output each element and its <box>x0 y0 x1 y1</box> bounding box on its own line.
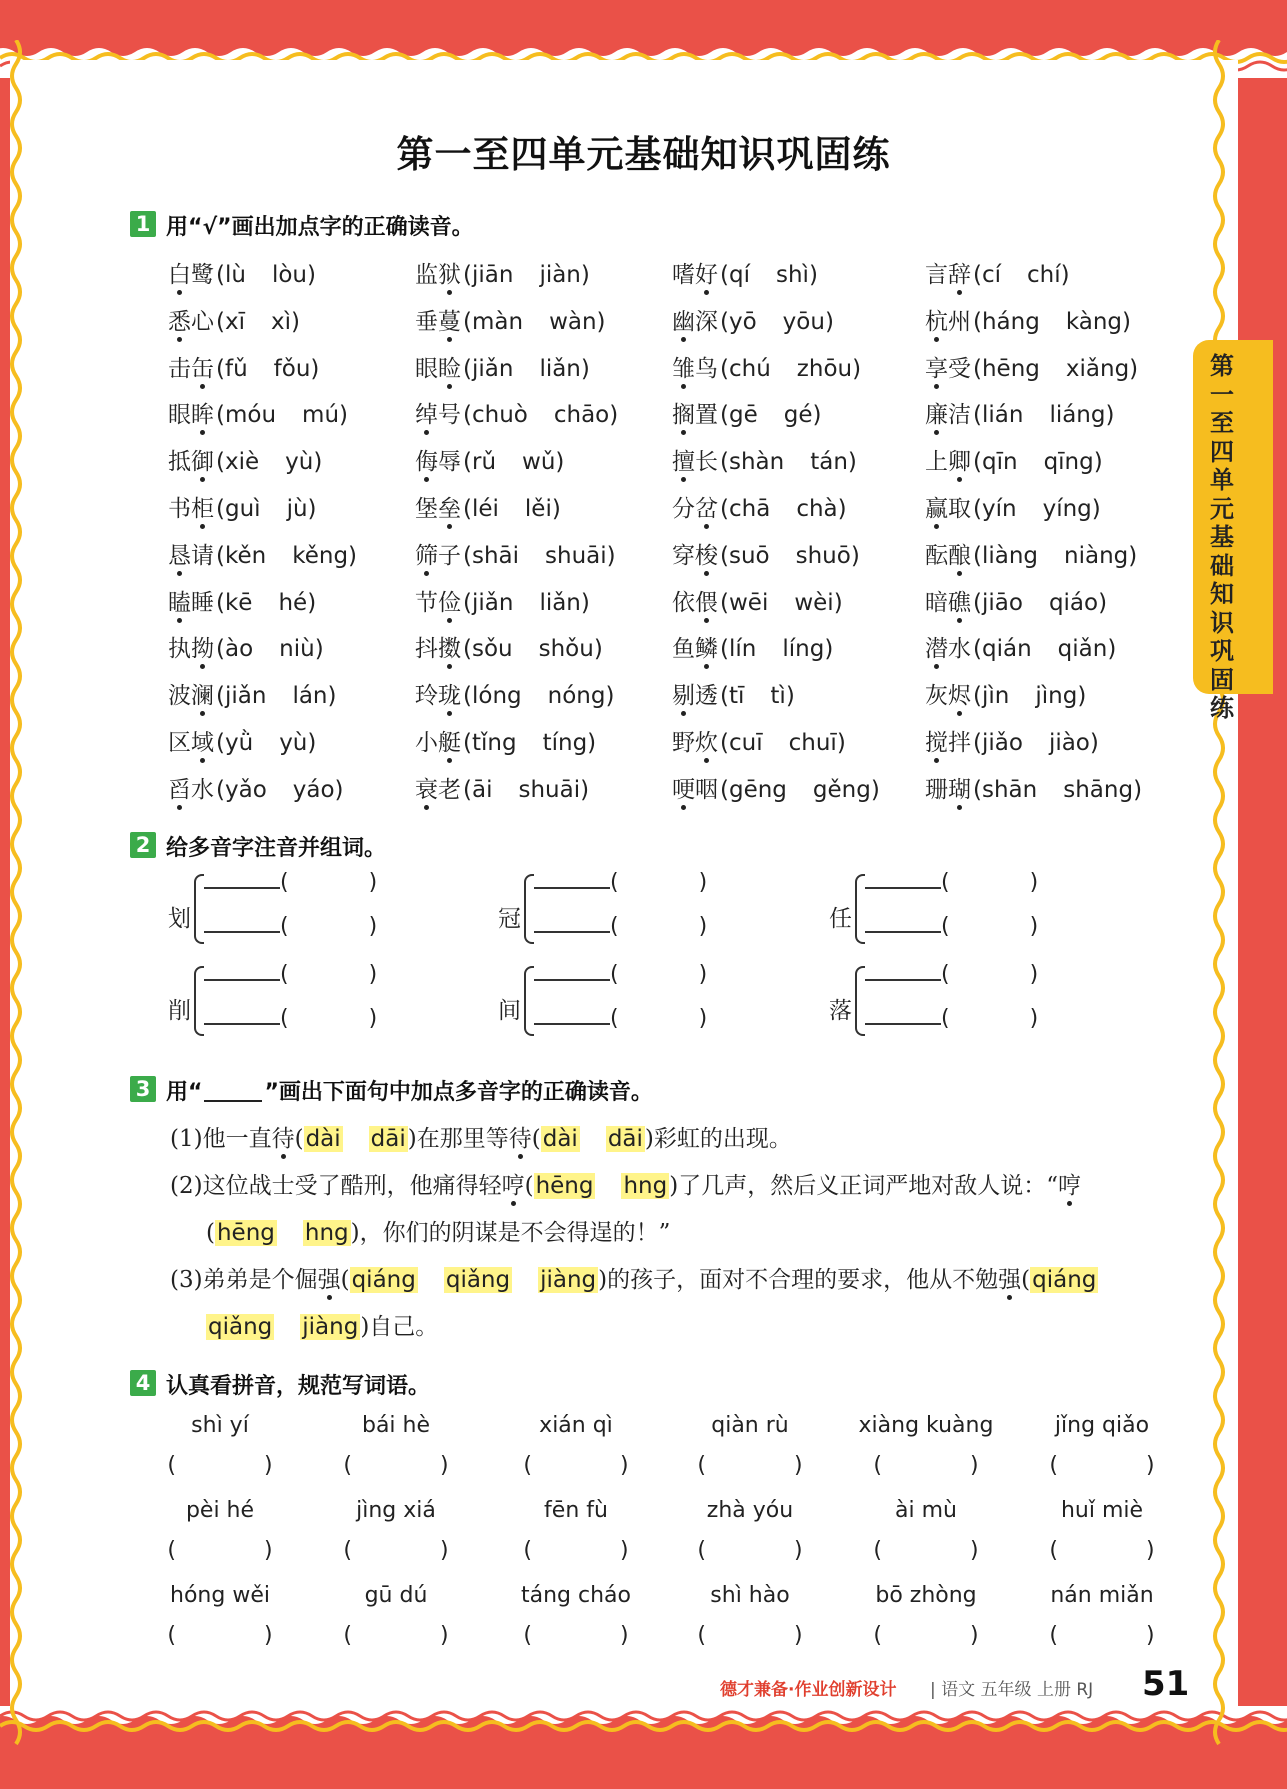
answer-row[interactable]: ( ) <box>534 962 707 987</box>
answer-blank[interactable]: ( ) <box>1049 1453 1155 1478</box>
answer-blank[interactable]: ( ) <box>873 1453 979 1478</box>
reading-option[interactable]: cuī <box>728 730 763 756</box>
wavy-border-right <box>1205 40 1241 1750</box>
pinyin-word: zhà yóu ( ) <box>670 1498 830 1564</box>
reading-option[interactable]: hēng <box>535 1173 594 1199</box>
reading-option[interactable]: léi <box>471 496 499 522</box>
reading-option[interactable]: jiǎn <box>224 683 267 710</box>
reading-option[interactable]: qīn <box>981 449 1018 476</box>
reading-option[interactable]: fǒu <box>273 355 311 382</box>
reading-item: 执拗(ào niù) <box>168 636 324 663</box>
reading-option[interactable]: shǒu <box>538 636 594 663</box>
reading-item: 眼睑(jiǎn liǎn) <box>415 355 590 382</box>
sentence-3: (3)弟弟是个倔强(qiáng qiǎng jiàng)的孩子，面对不合理的要求，他从不勉强(qiáng <box>170 1267 1097 1293</box>
reading-option[interactable]: gé <box>783 402 813 429</box>
polyphone-char: 冠 <box>498 906 521 932</box>
reading-option[interactable]: móu <box>224 402 277 429</box>
reading-option[interactable]: qiǎng <box>208 1314 273 1340</box>
reading-option[interactable]: xī <box>224 308 245 335</box>
reading-option[interactable]: qián <box>981 636 1032 663</box>
reading-option[interactable]: dài <box>305 1126 341 1152</box>
reading-item: 鱼鳞(lín líng) <box>672 636 834 663</box>
reading-item: 白鹭(lù lòu) <box>168 262 316 288</box>
question-1-text: 用“√”画出加点字的正确读音。 <box>166 215 474 240</box>
reading-item: 幽深(yō yōu) <box>672 308 834 335</box>
pinyin-word: shì yí ( ) <box>140 1413 300 1479</box>
reading-option[interactable]: yǜ <box>224 730 254 756</box>
reading-option[interactable]: yōu <box>782 308 825 335</box>
reading-option[interactable]: qīng <box>1043 449 1094 476</box>
reading-option[interactable]: niàng <box>1064 542 1129 569</box>
reading-option[interactable]: shì <box>775 262 809 288</box>
underline-sample <box>204 1100 262 1102</box>
reading-item: 暗礁(jiāo qiáo) <box>925 589 1108 616</box>
reading-option[interactable]: yín <box>981 496 1017 522</box>
sentence-2-cont: (hēng hng)，你们的阴谋是不会得逞的！” <box>206 1220 671 1246</box>
brace <box>855 966 865 1036</box>
answer-blank[interactable]: ( ) <box>167 1538 273 1563</box>
pinyin-word: bái hè ( ) <box>316 1413 476 1479</box>
answer-blank[interactable]: ( ) <box>523 1453 629 1478</box>
sentence-3-cont: qiǎng jiàng)自己。 <box>208 1314 439 1340</box>
pinyin-word: ài mù ( ) <box>846 1498 1006 1564</box>
question-number-2: 2 <box>130 832 156 858</box>
reading-option[interactable]: lóng <box>471 683 522 710</box>
reading-option[interactable]: jìng <box>1035 683 1078 710</box>
sentence-2: (2)这位战士受了酷刑，他痛得轻哼(hēng hng)了几声，然后义正词严地对敌人说：“哼 <box>170 1173 1081 1199</box>
reading-item: 波澜(jiǎn lán) <box>168 683 337 710</box>
reading-option[interactable]: chú <box>728 355 771 382</box>
pinyin-word: shì hào ( ) <box>670 1583 830 1649</box>
answer-row[interactable]: ( ) <box>534 1006 707 1031</box>
reading-option[interactable]: wàn <box>549 308 597 335</box>
question-number-1: 1 <box>130 211 156 237</box>
answer-blank[interactable]: ( ) <box>343 1538 449 1563</box>
answer-blank[interactable]: ( ) <box>343 1623 449 1648</box>
reading-option[interactable]: sǒu <box>471 636 513 663</box>
pinyin-word: xiàng kuàng ( ) <box>846 1413 1006 1479</box>
reading-option[interactable]: fǔ <box>224 355 248 382</box>
reading-item: 珊瑚(shān shāng) <box>925 776 1143 803</box>
reading-option[interactable]: jù <box>286 496 308 522</box>
reading-item: 分岔(chā chà) <box>672 496 847 522</box>
reading-item: 节俭(jiǎn liǎn) <box>415 589 590 616</box>
pinyin-word: pèi hé ( ) <box>140 1498 300 1564</box>
reading-item: 恳请(kěn kěng) <box>168 542 358 569</box>
reading-option[interactable]: xiè <box>224 449 260 476</box>
reading-option[interactable]: jiǎn <box>471 589 514 616</box>
brace <box>855 874 865 944</box>
reading-option[interactable]: kěn <box>224 542 267 569</box>
answer-blank[interactable]: ( ) <box>167 1623 273 1648</box>
reading-item: 哽咽(gēng gěng) <box>672 776 880 803</box>
reading-option[interactable]: qiáng <box>351 1267 416 1293</box>
answer-row[interactable]: ( ) <box>865 870 1038 895</box>
reading-option[interactable]: líng <box>782 636 825 663</box>
reading-item: 书柜(guì jù) <box>168 496 317 522</box>
reading-item: 击缶(fǔ fǒu) <box>168 355 320 382</box>
answer-blank[interactable]: ( ) <box>167 1453 273 1478</box>
page-number: 51 <box>1142 1664 1190 1704</box>
reading-item: 悉心(xī xì) <box>168 308 300 335</box>
reading-item: 抖擞(sǒu shǒu) <box>415 636 603 663</box>
reading-item: 灰烬(jìn jìng) <box>925 683 1087 710</box>
reading-option[interactable]: jìn <box>981 683 1010 710</box>
reading-item: 抵御(xiè yù) <box>168 449 323 476</box>
reading-item: 衰老(āi shuāi) <box>415 776 590 803</box>
reading-option[interactable]: tī <box>728 683 745 710</box>
question-4-text: 认真看拼音，规范写词语。 <box>166 1374 431 1399</box>
reading-option[interactable]: wèi <box>794 589 834 616</box>
reading-option[interactable]: màn <box>471 308 524 335</box>
page-title: 第一至四单元基础知识巩固练 <box>396 133 891 176</box>
reading-item: 眼眸(móu mú) <box>168 402 349 429</box>
reading-option[interactable]: suō <box>728 542 770 569</box>
reading-item: 监狱(jiān jiàn) <box>415 262 590 288</box>
reading-option[interactable]: shuāi <box>545 542 607 569</box>
reading-option[interactable]: tíng <box>542 730 588 756</box>
reading-item: 杭州(háng kàng) <box>925 308 1132 335</box>
polyphone-char: 划 <box>168 906 191 932</box>
reading-option[interactable]: chā <box>728 496 771 522</box>
answer-blank[interactable]: ( ) <box>873 1623 979 1648</box>
reading-option[interactable]: hng <box>304 1220 349 1246</box>
reading-item: 穿梭(suō shuō) <box>672 542 860 569</box>
answer-blank[interactable]: ( ) <box>697 1623 803 1648</box>
reading-option[interactable]: guì <box>224 496 261 522</box>
reading-item: 区域(yǜ yù) <box>168 730 317 756</box>
reading-option[interactable]: liàng <box>981 542 1039 569</box>
answer-blank[interactable]: ( ) <box>343 1453 449 1478</box>
reading-option[interactable]: qiǎn <box>1057 636 1108 663</box>
reading-option[interactable]: shāng <box>1063 776 1134 803</box>
reading-option[interactable]: jiào <box>1048 730 1090 756</box>
answer-row[interactable]: ( ) <box>534 870 707 895</box>
reading-option[interactable]: háng <box>981 308 1040 335</box>
brace <box>194 874 204 944</box>
answer-row[interactable]: ( ) <box>534 914 707 939</box>
answer-row[interactable]: ( ) <box>865 962 1038 987</box>
reading-option[interactable]: yù <box>285 449 314 476</box>
polyphone-char: 任 <box>829 906 852 932</box>
answer-row[interactable]: ( ) <box>865 1006 1038 1031</box>
pinyin-word: jìng xiá ( ) <box>316 1498 476 1564</box>
reading-item: 上卿(qīn qīng) <box>925 449 1103 476</box>
reading-option[interactable]: jiāo <box>981 589 1023 616</box>
reading-item: 剔透(tī tì) <box>672 683 795 710</box>
reading-option[interactable]: hé <box>278 589 308 616</box>
reading-option[interactable]: qiǎng <box>445 1267 511 1293</box>
pinyin-word: jǐng qiǎo ( ) <box>1022 1413 1182 1479</box>
reading-option[interactable]: lěi <box>524 496 552 522</box>
reading-item: 赢取(yín yíng) <box>925 496 1101 522</box>
reading-option[interactable]: cí <box>981 262 1002 288</box>
question-number-3: 3 <box>130 1076 156 1102</box>
reading-option[interactable]: jiàng <box>302 1314 359 1340</box>
reading-item: 嗜好(qí shì) <box>672 262 818 288</box>
question-number-4: 4 <box>130 1370 156 1396</box>
side-tab-label: 第一至四单元基础知识巩固练 <box>1210 352 1234 722</box>
reading-option[interactable]: zhōu <box>796 355 853 382</box>
polyphone-char: 间 <box>498 998 521 1024</box>
reading-option[interactable]: gē <box>728 402 758 429</box>
reading-option[interactable]: dāi <box>607 1126 643 1152</box>
reading-item: 言辞(cí chí) <box>925 262 1070 288</box>
reading-option[interactable]: tán <box>810 449 848 476</box>
reading-option[interactable]: lù <box>224 262 246 288</box>
answer-row[interactable]: ( ) <box>204 914 377 939</box>
reading-option[interactable]: gēng <box>728 776 787 803</box>
reading-item: 潜水(qián qiǎn) <box>925 636 1117 663</box>
reading-option[interactable]: jiàng <box>540 1267 597 1293</box>
reading-option[interactable]: jiān <box>471 262 514 288</box>
sentence-1: (1)他一直待(dài dāi)在那里等待(dài dāi)彩虹的出现。 <box>170 1126 792 1152</box>
reading-option[interactable]: yǎo <box>224 776 267 803</box>
pinyin-word: fēn fù ( ) <box>496 1498 656 1564</box>
reading-item: 堡垒(léi lěi) <box>415 496 561 522</box>
reading-option[interactable]: hēng <box>981 355 1040 382</box>
polyphone-char: 落 <box>829 998 852 1024</box>
answer-blank[interactable]: ( ) <box>523 1623 629 1648</box>
reading-item: 筛子(shāi shuāi) <box>415 542 616 569</box>
reading-option[interactable]: jiǎo <box>981 730 1023 756</box>
question-2-text: 给多音字注音并组词。 <box>166 836 387 861</box>
reading-option[interactable]: liáng <box>1049 402 1106 429</box>
reading-item: 瞌睡(kē hé) <box>168 589 317 616</box>
reading-option[interactable]: liǎn <box>539 589 581 616</box>
reading-option[interactable]: tì <box>770 683 786 710</box>
polyphone-char: 削 <box>168 998 191 1024</box>
answer-blank[interactable]: ( ) <box>1049 1623 1155 1648</box>
reading-option[interactable]: niù <box>279 636 315 663</box>
reading-option[interactable]: qiáng <box>1032 1267 1097 1293</box>
reading-option[interactable]: yáo <box>292 776 335 803</box>
footer-info: | 语文 五年级 上册 RJ <box>930 1680 1094 1700</box>
reading-option[interactable]: rǔ <box>471 449 497 476</box>
reading-option[interactable]: tǐng <box>471 730 517 756</box>
reading-option[interactable]: dāi <box>370 1126 406 1152</box>
reading-item: 垂蔓(màn wàn) <box>415 308 606 335</box>
reading-option[interactable]: lín <box>728 636 757 663</box>
footer-brand: 德才兼备·作业创新设计 <box>720 1680 897 1700</box>
reading-item: 搁置(gē gé) <box>672 402 822 429</box>
reading-option[interactable]: yíng <box>1042 496 1092 522</box>
reading-option[interactable]: xì <box>271 308 292 335</box>
reading-item: 舀水(yǎo yáo) <box>168 776 344 803</box>
brace <box>524 966 534 1036</box>
reading-option[interactable]: chāo <box>553 402 610 429</box>
reading-option[interactable]: jiǎn <box>471 355 514 382</box>
reading-option[interactable]: lòu <box>271 262 307 288</box>
answer-row[interactable]: ( ) <box>204 962 377 987</box>
reading-option[interactable]: wǔ <box>522 449 556 476</box>
reading-option[interactable]: yō <box>728 308 757 335</box>
reading-option[interactable]: qiáo <box>1048 589 1099 616</box>
pinyin-word: bō zhòng ( ) <box>846 1583 1006 1649</box>
reading-option[interactable]: liǎn <box>539 355 581 382</box>
answer-blank[interactable]: ( ) <box>873 1538 979 1563</box>
reading-option[interactable]: chà <box>796 496 838 522</box>
answer-row[interactable]: ( ) <box>204 870 377 895</box>
reading-option[interactable]: hēng <box>216 1220 275 1246</box>
question-3-text: 用“ ”画出下面句中加点多音字的正确读音。 <box>166 1080 653 1105</box>
reading-option[interactable]: lián <box>981 402 1024 429</box>
reading-item: 酝酿(liàng niàng) <box>925 542 1138 569</box>
reading-item: 玲珑(lóng nóng) <box>415 683 615 710</box>
reading-option[interactable]: qí <box>728 262 750 288</box>
reading-option[interactable]: jiàn <box>539 262 581 288</box>
reading-item: 雏鸟(chú zhōu) <box>672 355 862 382</box>
reading-item: 侮辱(rǔ wǔ) <box>415 449 565 476</box>
wavy-border-bottom <box>0 1706 1287 1746</box>
answer-row[interactable]: ( ) <box>204 1006 377 1031</box>
brace <box>194 966 204 1036</box>
reading-item: 搅拌(jiǎo jiào) <box>925 730 1099 756</box>
reading-option[interactable]: hng <box>623 1173 668 1199</box>
reading-item: 野炊(cuī chuī) <box>672 730 846 756</box>
reading-option[interactable]: gěng <box>812 776 871 803</box>
pinyin-word: hóng wěi ( ) <box>140 1583 300 1649</box>
answer-blank[interactable]: ( ) <box>523 1538 629 1563</box>
pinyin-word: qiàn rù ( ) <box>670 1413 830 1479</box>
reading-option[interactable]: āi <box>471 776 493 803</box>
reading-item: 依偎(wēi wèi) <box>672 589 843 616</box>
reading-option[interactable]: lán <box>292 683 328 710</box>
reading-option[interactable]: shuō <box>795 542 851 569</box>
reading-option[interactable]: nóng <box>547 683 606 710</box>
pinyin-word: nán miǎn ( ) <box>1022 1583 1182 1649</box>
reading-option[interactable]: wēi <box>728 589 769 616</box>
wavy-border-left <box>0 40 30 1750</box>
answer-blank[interactable]: ( ) <box>1049 1538 1155 1563</box>
reading-option[interactable]: ào <box>224 636 254 663</box>
brace <box>524 874 534 944</box>
answer-blank[interactable]: ( ) <box>697 1538 803 1563</box>
reading-option[interactable]: chuī <box>788 730 837 756</box>
reading-item: 小艇(tǐng tíng) <box>415 730 597 756</box>
reading-item: 擅长(shàn tán) <box>672 449 857 476</box>
reading-item: 廉洁(lián liáng) <box>925 402 1115 429</box>
reading-option[interactable]: kěng <box>292 542 349 569</box>
answer-blank[interactable]: ( ) <box>697 1453 803 1478</box>
reading-option[interactable]: mú <box>302 402 340 429</box>
pinyin-word: xián qì ( ) <box>496 1413 656 1479</box>
reading-option[interactable]: chí <box>1027 262 1061 288</box>
reading-option[interactable]: xiǎng <box>1065 355 1130 382</box>
reading-option[interactable]: chuò <box>471 402 528 429</box>
reading-option[interactable]: shāi <box>471 542 520 569</box>
answer-row[interactable]: ( ) <box>865 914 1038 939</box>
pinyin-word: gū dú ( ) <box>316 1583 476 1649</box>
reading-option[interactable]: dài <box>542 1126 578 1152</box>
reading-option[interactable]: kē <box>224 589 253 616</box>
reading-option[interactable]: kàng <box>1065 308 1123 335</box>
reading-option[interactable]: yù <box>279 730 308 756</box>
reading-option[interactable]: shuāi <box>518 776 581 803</box>
reading-item: 享受(hēng xiǎng) <box>925 355 1139 382</box>
reading-option[interactable]: shàn <box>728 449 785 476</box>
reading-option[interactable]: shān <box>981 776 1038 803</box>
pinyin-word: huǐ miè ( ) <box>1022 1498 1182 1564</box>
reading-item: 绰号(chuò chāo) <box>415 402 619 429</box>
pinyin-word: táng cháo ( ) <box>496 1583 656 1649</box>
